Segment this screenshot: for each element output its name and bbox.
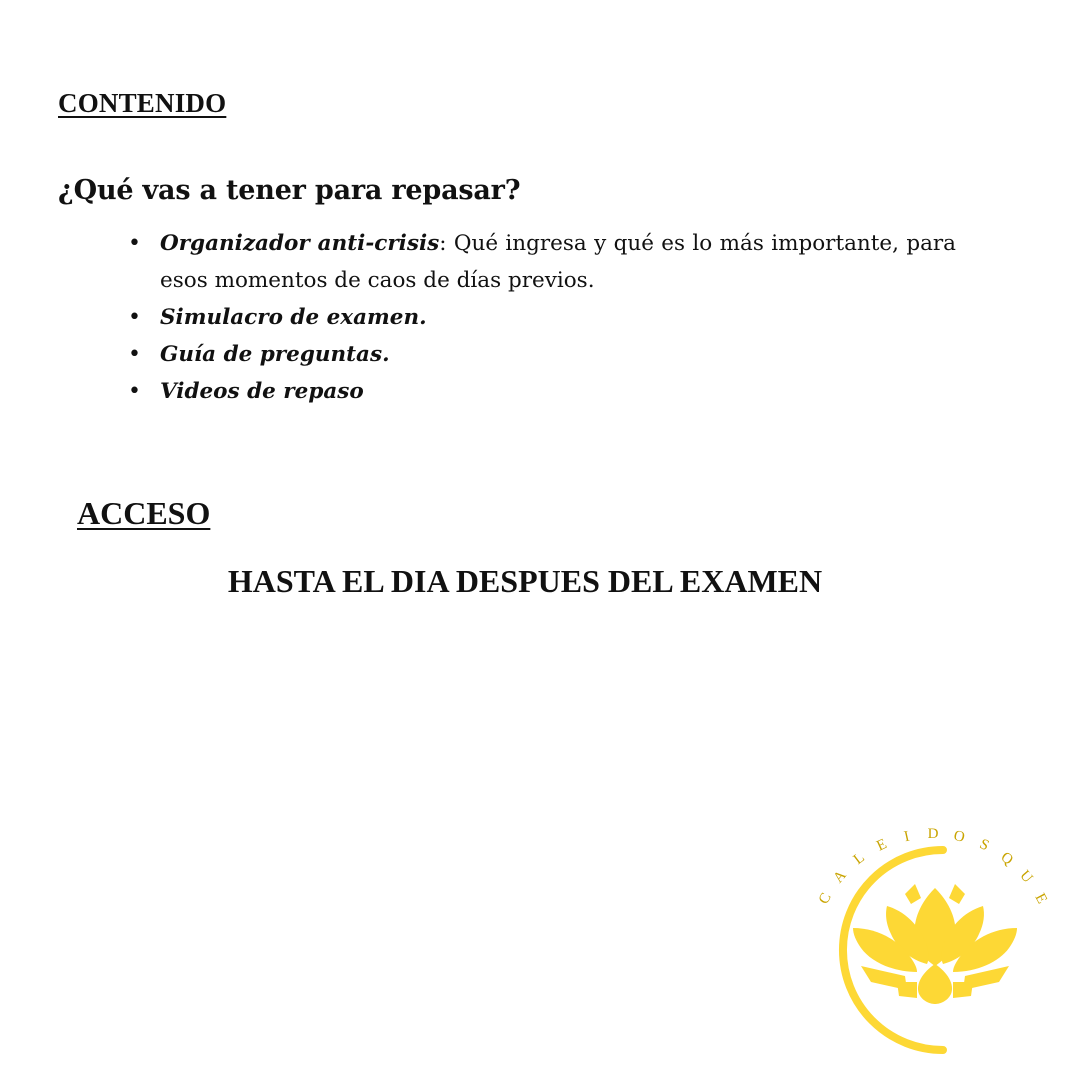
list-item (128, 373, 956, 410)
logo-letter: O (952, 827, 967, 846)
logo-letter: D (927, 826, 939, 842)
logo-letter: Q (997, 849, 1016, 869)
item-label: Organizador anti-crisis (160, 231, 440, 256)
section-question: ¿Qué vas a tener para repasar? (58, 175, 521, 206)
lotus-icon (815, 826, 1050, 1060)
item-description: : Qué ingresa y qué es lo más importante, para esos momentos de caos de días previos. (160, 231, 956, 293)
logo-letter: S (977, 836, 992, 855)
contenido-heading: CONTENIDO (58, 88, 227, 118)
content-list (128, 225, 956, 410)
item-label: Videos de repaso (160, 379, 364, 404)
acceso-heading: ACCESO (77, 495, 211, 531)
caleidosque-logo (815, 826, 1050, 1060)
logo-letter: A (830, 867, 850, 887)
item-label: Guía de preguntas. (160, 342, 390, 367)
item-label: Simulacro de examen. (160, 305, 427, 330)
logo-letter: C (815, 890, 835, 907)
logo-letter: U (1016, 867, 1036, 887)
logo-letter: I (902, 828, 912, 846)
logo-letter: E (874, 836, 890, 855)
logo-letter: L (850, 849, 868, 868)
list-item (128, 299, 956, 336)
acceso-text: HASTA EL DIA DESPUES DEL EXAMEN (227, 563, 823, 599)
list-item (128, 225, 956, 299)
list-item (128, 336, 956, 373)
logo-letter: E (1031, 890, 1050, 907)
